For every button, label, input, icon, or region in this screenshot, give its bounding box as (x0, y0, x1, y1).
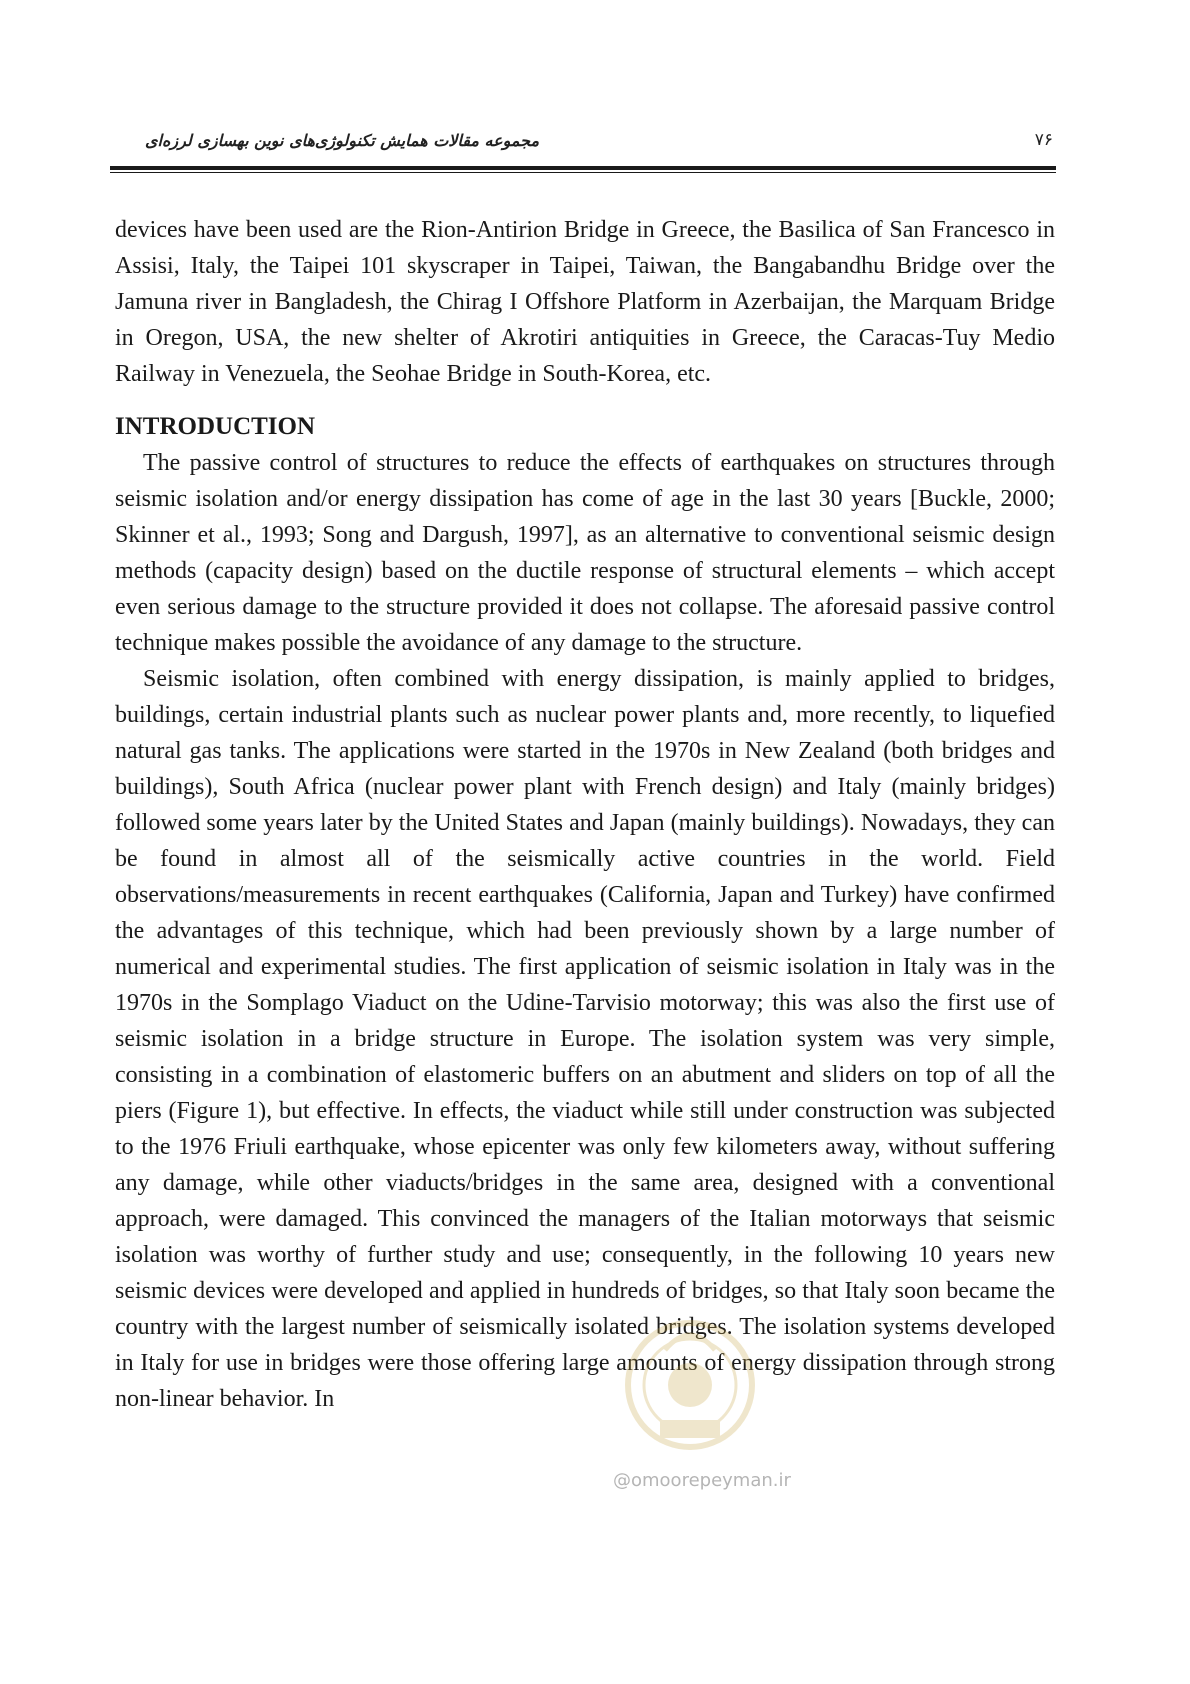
page-number: ۷۶ (1034, 130, 1053, 150)
body-text (115, 212, 1055, 1417)
header-rule (110, 166, 1056, 170)
document-page (115, 0, 1055, 1684)
header-title: مجموعه مقالات همایش تکنولوژی‌های نوین بهسازی لرزه‌ای (145, 131, 540, 150)
continuation-paragraph: devices have been used are the Rion-Antirion Bridge in Greece, the Basilica of San Francesco in Assisi, Italy, the Taipei 101 skyscraper in Taipei, Taiwan, the Bangabandhu Bridge over the Jamuna river in Bangladesh, the Chirag I Offshore Platform in Azerbaijan, the Marquam Bridge in Oregon, USA, the new shelter of Akrotiri antiquities in Greece, the Caracas-Tuy Medio Railway in Venezuela, the Seohae Bridge in South-Korea, etc. (115, 217, 1055, 387)
section-heading-introduction: INTRODUCTION (115, 413, 316, 440)
watermark-text: @omoorepeyman.ir (613, 1470, 791, 1491)
header-rule-thin (110, 172, 1056, 173)
running-header (115, 128, 1055, 158)
paragraph-1: The passive control of structures to reduce the effects of earthquakes on structures through seismic isolation and/or energy dissipation has come of age in the last 30 years [Buckle, 2000; Skinner et al., 1993; Song and Dargush, 1997], as an alternative to conventional seismic design methods (capacity design) based on the ductile response of structural elements – which accept even serious damage to the structure provided it does not collapse. The aforesaid passive control technique makes possible the avoidance of any damage to the structure. (115, 450, 1055, 656)
paragraph-2: Seismic isolation, often combined with energy dissipation, is mainly applied to bridges, buildings, certain industrial plants such as nuclear power plants and, more recently, to liquefied natural gas tanks. The applications were started in the 1970s in New Zealand (both bridges and buildings), South Africa (nuclear power plant with French design) and Italy (mainly bridges) followed some years later by the United States and Japan (mainly buildings). Nowadays, they can be found in almost all of the seismically active countries in the world. Field observations/measurements in recent earthquakes (California, Japan and Turkey) have confirmed the advantages of this technique, which had been previously shown by a large number of numerical and experimental studies. The first application of seismic isolation in Italy was in the 1970s in the Somplago Viaduct on the Udine-Tarvisio motorway; this was also the first use of seismic isolation in a bridge structure in Europe. The isolation system was very simple, consisting in a combination of elastomeric buffers on an abutment and sliders on top of all the piers (Figure 1), but effective. In effects, the viaduct while still under construction was subjected to the 1976 Friuli earthquake, whose epicenter was only few kilometers away, without suffering any damage, while other viaducts/bridges in the same area, designed with a conventional approach, were damaged. This convinced the managers of the Italian motorways that seismic isolation was worthy of further study and use; consequently, in the following 10 years new seismic devices were developed and applied in hundreds of bridges, so that Italy soon became the country with the largest number of seismically isolated bridges. The isolation systems developed in Italy for use in bridges were those offering large amounts of energy dissipation through strong non-linear behavior. In (115, 666, 1055, 1412)
